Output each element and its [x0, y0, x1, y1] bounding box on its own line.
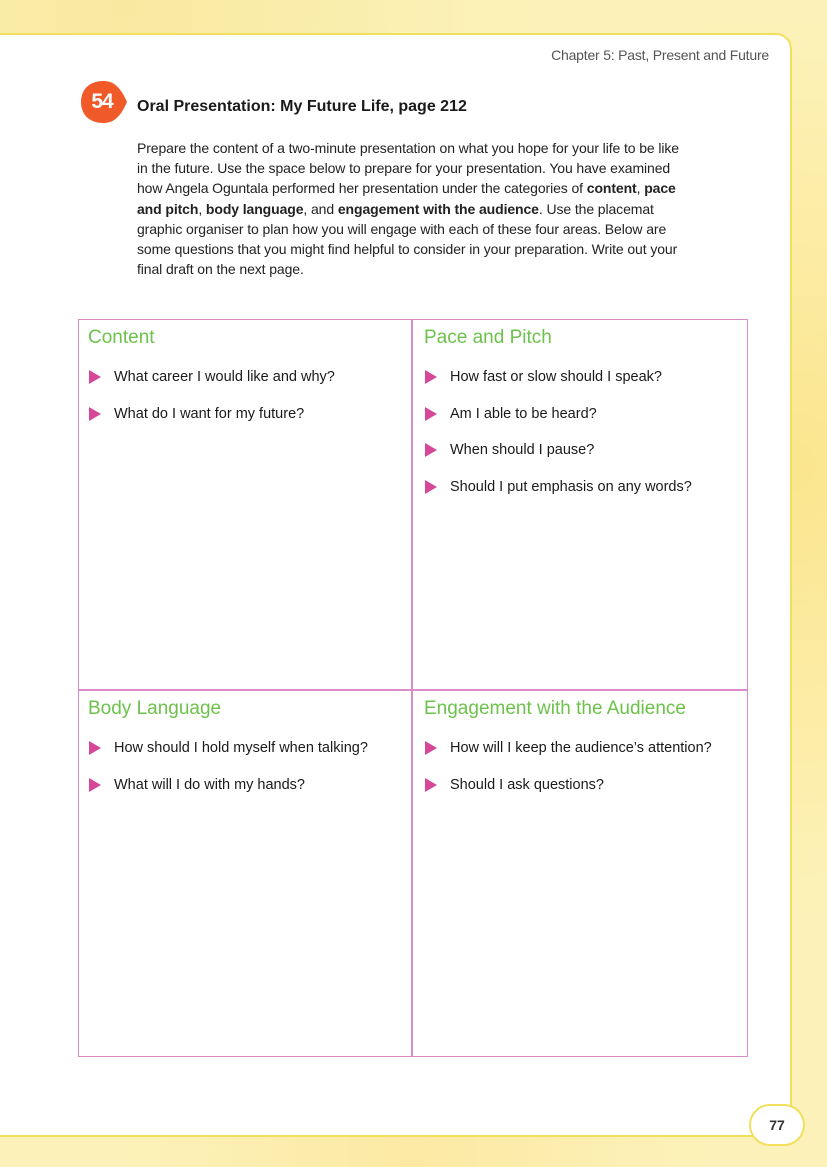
question-text: What career I would like and why? [114, 369, 335, 385]
question-item [424, 477, 739, 514]
question-text: Am I able to be heard? [450, 405, 597, 422]
question-list [424, 367, 739, 514]
quadrant-pace-and-pitch[interactable] [424, 327, 739, 514]
question-text: How will I keep the audience’s attention? [450, 740, 712, 756]
question-item [424, 440, 739, 477]
triangle-bullet-icon [425, 480, 437, 494]
quadrant-heading: Content [88, 327, 155, 348]
question-list [88, 367, 403, 440]
quadrant-engagement[interactable] [424, 698, 739, 811]
question-text: What will I do with my hands? [114, 776, 305, 793]
question-text: How should I hold myself when talking? [114, 740, 368, 756]
question-text: How fast or slow should I speak? [450, 369, 662, 385]
intro-sep-2: , [198, 200, 206, 217]
quadrant-heading: Pace and Pitch [424, 327, 552, 348]
question-item [424, 775, 739, 812]
activity-title: Oral Presentation: My Future Life, page 212 [137, 98, 467, 115]
quadrant-heading: Engagement with the Audience [424, 698, 686, 719]
triangle-bullet-icon [425, 741, 437, 755]
chapter-header: Chapter 5: Past, Present and Future [551, 47, 769, 63]
question-list [88, 738, 403, 811]
intro-sep-1: , [636, 180, 645, 197]
triangle-bullet-icon [89, 741, 101, 755]
question-item [88, 738, 403, 775]
intro-bold-engagement: engagement with the audience [337, 200, 539, 217]
activity-instructions [137, 138, 682, 279]
activity-number: 54 [91, 90, 113, 113]
triangle-bullet-icon [425, 370, 437, 384]
placemat-horizontal-divider [78, 689, 748, 691]
triangle-bullet-icon [89, 370, 101, 384]
question-item [424, 367, 739, 404]
triangle-bullet-icon [425, 778, 437, 792]
page-number: 77 [749, 1104, 805, 1146]
triangle-bullet-icon [425, 407, 437, 421]
quadrant-heading: Body Language [88, 698, 222, 719]
question-text: Should I ask questions? [450, 776, 604, 793]
intro-bold-pace: pace and pitch [137, 180, 676, 217]
quadrant-content[interactable] [88, 327, 403, 440]
triangle-bullet-icon [89, 778, 101, 792]
quadrant-body-language[interactable] [88, 698, 403, 811]
question-item [88, 367, 403, 404]
intro-text-2: . Use the placemat graphic organiser to plan how you will engage with each of these four areas. Below are some questions that you might find helpful to consider in your preparation. Write out your final draft on the next page. [137, 200, 678, 278]
intro-sep-3: , and [303, 200, 338, 217]
question-text: What do I want for my future? [114, 405, 305, 422]
question-list [424, 738, 739, 811]
intro-text-1: Prepare the content of a two-minute presentation on what you hope for your life to be like in the future. Use the space below to prepare for your presentation. You have examined how Angela Oguntala performed her presentation under the categories of [137, 140, 679, 197]
placemat-vertical-divider [411, 319, 413, 1057]
question-text: Should I put emphasis on any words? [450, 479, 692, 496]
triangle-bullet-icon [89, 407, 101, 421]
question-item [424, 738, 739, 775]
activity-number-badge [77, 80, 125, 124]
intro-bold-content: content [586, 180, 637, 197]
triangle-bullet-icon [425, 443, 437, 457]
question-text: When should I pause? [450, 442, 595, 459]
intro-bold-body: body language [205, 200, 304, 217]
question-item [424, 404, 739, 441]
question-item [88, 404, 403, 441]
question-item [88, 775, 403, 812]
